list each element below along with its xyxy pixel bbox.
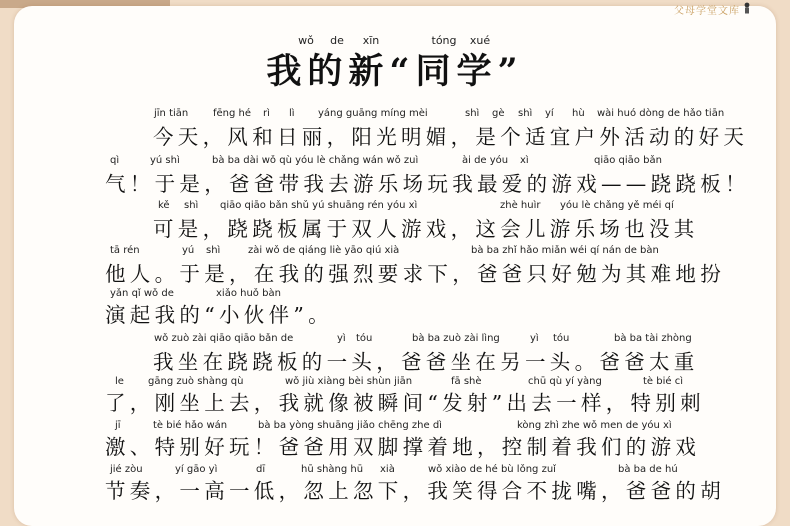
text-line: 他人。于是，在我的强烈要求下，爸爸只好勉为其难地扮 xyxy=(105,262,725,286)
pinyin-group: xì xyxy=(520,155,529,166)
pinyin-row xyxy=(0,245,790,257)
pinyin-group: bà ba de hú xyxy=(618,464,678,475)
pinyin-group: fā shè xyxy=(451,376,482,387)
pinyin-group: dī xyxy=(256,464,266,475)
pinyin-group: lì xyxy=(289,108,295,119)
pinyin-group: bà ba tài zhòng xyxy=(614,333,692,344)
pinyin-group: rì xyxy=(263,108,270,119)
pinyin-group: bà ba yòng shuāng jiǎo chēng zhe dì xyxy=(258,420,442,431)
publisher-watermark: 父母学堂文库 xyxy=(674,6,740,17)
pinyin-group: wǒ zuò zài qiāo qiāo bǎn de xyxy=(154,333,294,344)
pinyin-group: gè xyxy=(492,108,505,119)
pinyin-group: jīn tiān xyxy=(154,108,189,119)
pinyin-group: shì xyxy=(184,200,199,211)
pinyin-group: zhè huìr xyxy=(500,200,541,211)
text-line: 可是，跷跷板属于双人游戏，这会儿游乐场也没其 xyxy=(153,217,699,241)
text-line: 我坐在跷跷板的一头，爸爸坐在另一头。爸爸太重 xyxy=(153,350,699,374)
pinyin-group: yú xyxy=(182,245,195,256)
pinyin-group: shì xyxy=(518,108,533,119)
title-pinyin-syllable: wǒ xyxy=(298,34,314,47)
text-line: 气！于是，爸爸带我去游乐场玩我最爱的游戏——跷跷板！ xyxy=(105,172,750,196)
pinyin-group: gāng zuò shàng qù xyxy=(148,376,244,387)
pinyin-group: wǒ jiù xiàng bèi shùn jiān xyxy=(285,376,413,387)
pinyin-group: tè bié cì xyxy=(643,376,683,387)
title-pinyin-syllable: de xyxy=(330,34,344,47)
pinyin-group: tóu xyxy=(356,333,373,344)
title-pinyin-syllable: xīn xyxy=(362,34,380,47)
pinyin-row xyxy=(0,108,790,120)
pinyin-group: hū shàng hū xyxy=(301,464,364,475)
text-line: 演起我的“小伙伴”。 xyxy=(105,303,333,327)
pinyin-group: jī xyxy=(115,420,121,431)
title-pinyin-syllable: tóng xyxy=(431,34,457,47)
pinyin-group: qiāo qiāo bǎn shǔ yú shuāng rén yóu xì xyxy=(220,200,418,211)
pinyin-group: yú shì xyxy=(150,155,180,166)
pinyin-group: qiāo qiāo bǎn xyxy=(594,155,662,166)
pinyin-group: yóu lè chǎng yě méi qí xyxy=(560,200,674,211)
pinyin-group: tóu xyxy=(553,333,570,344)
pinyin-group: kě xyxy=(158,200,170,211)
pinyin-group: yì xyxy=(530,333,539,344)
text-line: 了，刚坐上去，我就像被瞬间“发射”出去一样，特别刺 xyxy=(105,391,705,415)
pinyin-group: yì xyxy=(337,333,346,344)
pinyin-group: yǎn qǐ wǒ de xyxy=(110,288,174,299)
pinyin-group: xiǎo huǒ bàn xyxy=(216,288,281,299)
pinyin-group: tè bié hǎo wán xyxy=(153,420,228,431)
pinyin-group: hù xyxy=(572,108,585,119)
pinyin-group: chū qù yí yàng xyxy=(528,376,602,387)
pinyin-group: le xyxy=(115,376,124,387)
pinyin-group: ài de yóu xyxy=(462,155,509,166)
pinyin-group: xià xyxy=(380,464,395,475)
pinyin-group: qì xyxy=(110,155,120,166)
pinyin-row xyxy=(0,333,790,345)
pinyin-group: bà ba zhǐ hǎo miǎn wéi qí nán de bàn xyxy=(471,245,659,256)
pinyin-group: tā rén xyxy=(110,245,140,256)
pinyin-group: jié zòu xyxy=(110,464,143,475)
pinyin-group: shì xyxy=(465,108,480,119)
page-title: 我的新“同学” xyxy=(266,51,524,92)
pinyin-group: yáng guāng míng mèi xyxy=(318,108,428,119)
watermark-figure-icon xyxy=(742,2,752,14)
pinyin-group: yí gāo yì xyxy=(175,464,218,475)
pinyin-group: yí xyxy=(545,108,554,119)
pinyin-group: shì xyxy=(206,245,221,256)
text-line: 今天，风和日丽，阳光明媚，是个适宜户外活动的好天 xyxy=(153,125,749,149)
pinyin-row xyxy=(0,200,790,212)
pinyin-group: zài wǒ de qiáng liè yāo qiú xià xyxy=(248,245,400,256)
pinyin-group: wǒ xiào de hé bù lǒng zuǐ xyxy=(428,464,556,475)
text-line: 节奏，一高一低，忽上忽下，我笑得合不拢嘴，爸爸的胡 xyxy=(105,479,725,503)
pinyin-group: kòng zhì zhe wǒ men de yóu xì xyxy=(517,420,672,431)
title-pinyin-syllable: xué xyxy=(469,34,491,47)
pinyin-group: bà ba zuò zài lìng xyxy=(412,333,500,344)
text-line: 激、特别好玩！爸爸用双脚撑着地，控制着我们的游戏 xyxy=(105,435,701,459)
pinyin-group: wài huó dòng de hǎo tiān xyxy=(597,108,725,119)
pinyin-group: bà ba dài wǒ qù yóu lè chǎng wán wǒ zuì xyxy=(212,155,419,166)
pinyin-group: fēng hé xyxy=(213,108,252,119)
pinyin-row xyxy=(0,155,790,167)
